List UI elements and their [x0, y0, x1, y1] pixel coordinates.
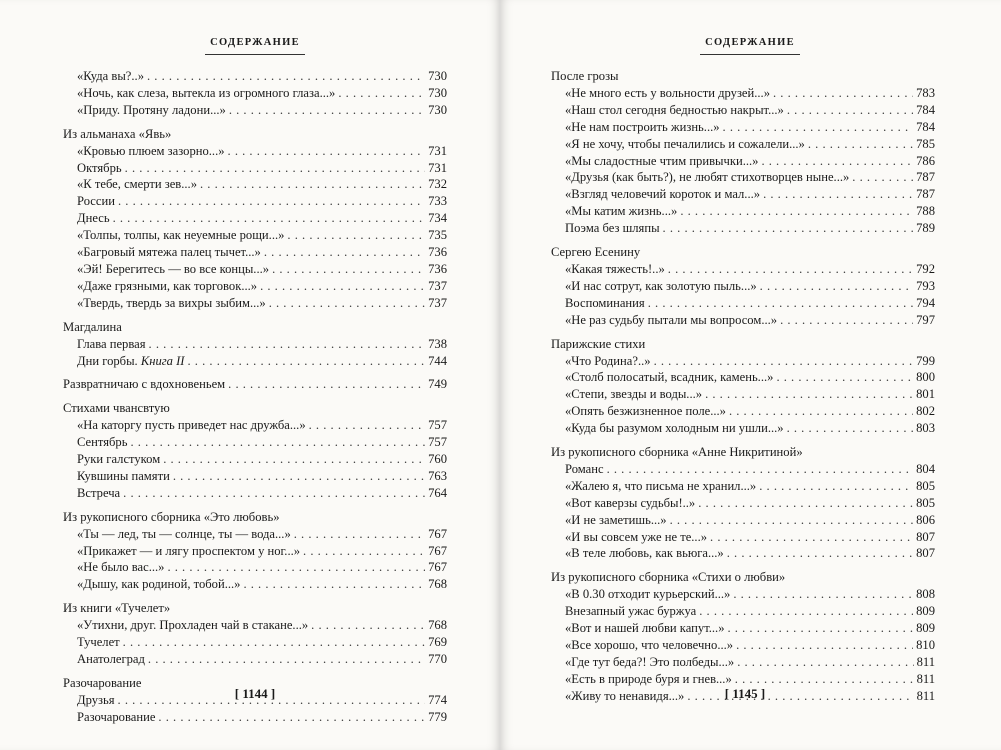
dot-leader [125, 160, 425, 177]
entry-page-number: 805 [916, 478, 935, 493]
toc-entry[interactable] [63, 709, 447, 726]
entry-page-number: 736 [428, 245, 447, 260]
entry-title: «Утихни, друг. Прохладен чай в стакане...» [77, 618, 309, 633]
dot-leader [760, 278, 913, 295]
toc-entry[interactable] [551, 495, 935, 512]
dot-leader [118, 193, 425, 210]
entry-title: «Куда вы?..» [77, 69, 144, 83]
running-head: СОДЕРЖАНИЕ [705, 37, 795, 48]
table-of-contents [63, 68, 447, 726]
entry-page-number: 757 [428, 435, 447, 450]
entry-page-number: 789 [916, 221, 935, 236]
toc-entry[interactable] [551, 278, 935, 295]
toc-entry[interactable] [551, 461, 935, 478]
entry-page-number: 774 [428, 692, 447, 707]
entry-page-number: 735 [428, 228, 447, 243]
toc-section [63, 68, 447, 119]
section-title: Парижские стихи [551, 336, 646, 351]
entry-title: «И не заметишь...» [565, 512, 667, 527]
left-page [0, 0, 500, 750]
entry-title: «Ты — лед, ты — солнце, ты — вода...» [77, 526, 291, 541]
toc-section [551, 569, 935, 704]
entry-page-number: 769 [428, 635, 447, 650]
dot-leader [699, 603, 913, 620]
entry-title: «Твердь, твердь за вихры зыбим...» [77, 295, 266, 310]
toc-entry[interactable] [551, 203, 935, 220]
entry-title: «Мы сладостные чтим привычки...» [565, 153, 759, 168]
entry-title: «Что Родина?..» [565, 353, 651, 368]
entry-page-number: 806 [916, 512, 935, 527]
entry-title: «Опять безжизненное поле...» [565, 404, 726, 419]
dot-leader [728, 620, 914, 637]
toc-entry[interactable] [63, 526, 447, 543]
entry-title: Поэма без шляпы [565, 221, 660, 236]
entry-page-number: 763 [428, 468, 447, 483]
dot-leader [670, 512, 914, 529]
entry-page-number: 811 [916, 671, 935, 686]
entry-title: «Вот и нашей любви капут...» [565, 621, 725, 636]
entry-page-number: 767 [428, 543, 447, 558]
toc-entry[interactable] [63, 244, 447, 261]
entry-title: «Толпы, толпы, как неуемные рощи...» [77, 228, 285, 243]
toc-section [63, 509, 447, 594]
toc-entry[interactable] [63, 102, 447, 119]
toc-entry[interactable] [63, 468, 447, 485]
right-page [500, 0, 1001, 750]
entry-page-number: 785 [916, 136, 935, 151]
section-title: Из книги «Тучелет» [63, 601, 171, 616]
entry-title-italic: Книга II [140, 353, 185, 368]
dot-leader [773, 85, 913, 102]
entry-page-number: 811 [916, 688, 935, 703]
entry-title: «Не нам построить жизнь...» [565, 119, 720, 134]
entry-page-number: 731 [428, 160, 447, 175]
entry-title: Развратничаю с вдохновеньем [63, 377, 226, 392]
entry-page-number: 767 [428, 560, 447, 575]
toc-entry[interactable] [63, 210, 447, 227]
page-number: [ 1145 ] [724, 686, 766, 701]
entry-title: Воспоминания [565, 295, 645, 310]
dot-leader [776, 369, 913, 386]
entry-page-number: 787 [916, 170, 935, 185]
entry-page-number: 730 [428, 102, 447, 117]
toc-entry[interactable] [551, 295, 935, 312]
entry-page-number: 770 [428, 652, 447, 666]
page-number: [ 1144 ] [234, 686, 276, 701]
dot-leader [264, 244, 425, 261]
dot-leader [303, 543, 425, 560]
toc-entry[interactable] [63, 278, 447, 295]
entry-title: России [77, 194, 115, 209]
toc-section [63, 400, 447, 501]
dot-leader [269, 295, 425, 312]
dot-leader [163, 451, 425, 468]
entry-page-number: 749 [428, 377, 447, 392]
entry-page-number: 809 [916, 621, 935, 636]
toc-section [551, 68, 935, 237]
dot-leader [123, 634, 425, 651]
toc-entry[interactable] [551, 478, 935, 495]
entry-page-number: 757 [428, 418, 447, 433]
entry-title: Встреча [77, 485, 121, 500]
dot-leader [729, 403, 913, 420]
entry-title: Дни горбы. Книга II [77, 353, 185, 368]
dot-leader [148, 651, 425, 668]
toc-entry[interactable] [551, 386, 935, 403]
entry-title: «Кровью плюем зазорно...» [77, 143, 225, 158]
entry-page-number: 787 [916, 187, 935, 202]
toc-entry[interactable] [551, 312, 935, 329]
dot-leader [607, 461, 914, 478]
toc-entry[interactable] [551, 403, 935, 420]
entry-page-number: 764 [428, 485, 447, 500]
entry-title: «Вот каверзы судьбы!..» [565, 495, 696, 510]
running-head: СОДЕРЖАНИЕ [210, 37, 300, 48]
toc-entry[interactable] [551, 186, 935, 203]
entry-page-number: 786 [916, 153, 935, 168]
toc-entry[interactable] [63, 68, 447, 85]
head-rule [205, 54, 305, 55]
toc-entry[interactable] [63, 193, 447, 210]
entry-title: «В теле любовь, как вьюга...» [565, 546, 724, 561]
entry-page-number: 792 [916, 261, 935, 276]
toc-entry[interactable] [551, 102, 935, 119]
entry-page-number: 784 [916, 119, 935, 134]
dot-leader [648, 295, 913, 312]
toc-entry[interactable] [63, 543, 447, 560]
entry-page-number: 730 [428, 69, 447, 83]
toc-entry[interactable] [551, 369, 935, 386]
dot-leader [654, 353, 914, 370]
dot-leader [723, 119, 914, 136]
toc-entry[interactable] [63, 617, 447, 634]
entry-page-number: 783 [916, 85, 935, 100]
toc-entry[interactable] [551, 603, 935, 620]
entry-title: «Жалею я, что письма не хранил...» [565, 478, 757, 493]
dot-leader [736, 637, 913, 654]
toc-section [551, 444, 935, 562]
entry-title: «И нас сотрут, как золотую пыль...» [565, 278, 757, 293]
dot-leader [147, 68, 425, 85]
entry-page-number: 737 [428, 278, 447, 293]
table-of-contents [551, 68, 935, 705]
entry-page-number: 734 [428, 211, 447, 226]
entry-page-number: 807 [916, 529, 935, 544]
dot-leader [787, 102, 913, 119]
toc-entry[interactable] [551, 169, 935, 186]
entry-title: Разочарование [77, 709, 156, 724]
toc-entry[interactable] [63, 143, 447, 160]
entry-page-number: 738 [428, 336, 447, 351]
entry-title: «Ночь, как слеза, вытекла из огромного глаза...» [77, 85, 336, 100]
toc-section [63, 376, 447, 393]
toc-entry[interactable] [63, 376, 447, 393]
entry-page-number: 800 [916, 370, 935, 385]
entry-page-number: 807 [916, 546, 935, 561]
entry-title: «Степи, звезды и воды...» [565, 387, 703, 402]
toc-entry[interactable] [551, 620, 935, 637]
entry-title: Друзья [77, 692, 115, 707]
dot-leader [733, 586, 913, 603]
entry-title: «Живу то ненавидя...» [565, 688, 685, 703]
entry-page-number: 809 [916, 604, 935, 619]
entry-title: «И вы совсем уже не те...» [565, 529, 708, 544]
dot-leader [852, 169, 913, 186]
entry-title: «Эй! Берегитесь — во все концы...» [77, 261, 270, 276]
dot-leader [294, 526, 425, 543]
entry-title: «Не раз судьбу пытали мы вопросом...» [565, 312, 778, 327]
entry-title: «Я не хочу, чтобы печалились и сожалели...» [565, 136, 805, 151]
toc-section [63, 600, 447, 668]
toc-entry[interactable] [551, 420, 935, 437]
dot-leader [229, 102, 425, 119]
entry-title: «Столб полосатый, всадник, камень...» [565, 370, 774, 385]
dot-leader [272, 261, 425, 278]
entry-page-number: 802 [916, 404, 935, 419]
toc-entry[interactable] [63, 576, 447, 593]
entry-title: «Приду. Протяну ладони...» [77, 102, 226, 117]
entry-title: «Какая тяжесть!..» [565, 261, 665, 276]
dot-leader [761, 153, 913, 170]
toc-entry[interactable] [63, 651, 447, 668]
entry-title: «Взгляд человечий короток и мал...» [565, 187, 761, 202]
entry-title: «К тебе, смерти зев...» [77, 177, 197, 192]
entry-page-number: 801 [916, 387, 935, 402]
entry-title: «Багровый мятежа палец тычет...» [77, 245, 261, 260]
entry-page-number: 797 [916, 312, 935, 327]
section-title: Сергею Есенину [551, 245, 641, 260]
toc-entry[interactable] [63, 295, 447, 312]
toc-entry[interactable] [551, 654, 935, 671]
entry-title: «Прикажет — и лягу проспектом у ног...» [77, 543, 301, 558]
head-rule [700, 54, 800, 55]
dot-leader [173, 468, 425, 485]
entry-title: «Куда бы разумом холодным ни ушли...» [565, 421, 784, 436]
toc-entry[interactable] [63, 261, 447, 278]
toc-entry[interactable] [551, 220, 935, 237]
section-title: Из рукописного сборника «Стихи о любви» [551, 570, 786, 585]
section-title: Разочарование [63, 675, 142, 690]
toc-entry[interactable] [63, 85, 447, 102]
entry-page-number: 810 [916, 638, 935, 652]
entry-title: Руки галстуком [77, 452, 161, 467]
dot-leader [243, 576, 425, 593]
toc-entry[interactable] [63, 634, 447, 651]
entry-title: Тучелет [77, 635, 120, 650]
entry-title: Внезапный ужас буржуа [565, 604, 697, 619]
section-title: Из рукописного сборника «Это любовь» [63, 509, 280, 524]
dot-leader [260, 278, 425, 295]
section-title: Из альманаха «Явь» [63, 126, 172, 141]
toc-section [551, 336, 935, 437]
section-title: Из рукописного сборника «Анне Никритиной» [551, 445, 803, 460]
entry-page-number: 768 [428, 618, 447, 633]
entry-page-number: 784 [916, 102, 935, 117]
entry-page-number: 811 [916, 654, 935, 669]
entry-title: «Друзья (как быть?), не любят стихотворцев ныне...» [565, 170, 850, 185]
toc-entry[interactable] [63, 559, 447, 576]
entry-page-number: 731 [428, 143, 447, 158]
toc-entry[interactable] [551, 119, 935, 136]
entry-title: Кувшины памяти [77, 468, 170, 483]
dot-leader [705, 386, 913, 403]
entry-page-number: 730 [428, 85, 447, 100]
entry-title: «Где тут беда?! Это полбеды...» [565, 654, 735, 669]
toc-entry[interactable] [551, 136, 935, 153]
entry-title: Романс [565, 461, 604, 476]
toc-section [63, 319, 447, 370]
entry-page-number: 794 [916, 295, 935, 310]
toc-entry[interactable] [551, 586, 935, 603]
toc-entry[interactable] [63, 336, 447, 353]
dot-leader [311, 617, 425, 634]
entry-page-number: 799 [916, 353, 935, 368]
entry-page-number: 760 [428, 452, 447, 467]
entry-page-number: 808 [916, 587, 935, 602]
entry-title: Октябрь [77, 160, 122, 175]
dot-leader [287, 227, 425, 244]
entry-page-number: 737 [428, 295, 447, 310]
section-title: После грозы [551, 69, 619, 83]
dot-leader [130, 434, 425, 451]
toc-entry[interactable] [63, 353, 447, 370]
dot-leader [737, 654, 913, 671]
dot-leader [710, 529, 913, 546]
toc-entry[interactable] [63, 485, 447, 502]
entry-title: «Мы катим жизнь...» [565, 204, 678, 219]
toc-entry[interactable] [551, 512, 935, 529]
dot-leader [338, 85, 425, 102]
entry-title: «Не много есть у вольности друзей...» [565, 85, 770, 100]
dot-leader [309, 417, 425, 434]
entry-page-number: 767 [428, 526, 447, 541]
toc-entry[interactable] [551, 353, 935, 370]
section-title: Стихами чвансвтую [63, 401, 170, 416]
toc-entry[interactable] [63, 227, 447, 244]
entry-page-number: 804 [916, 461, 935, 476]
entry-title: «На каторгу пусть приведет нас дружба...» [77, 418, 306, 433]
entry-title: Анатолеград [77, 652, 145, 666]
dot-leader [763, 186, 913, 203]
entry-page-number: 779 [428, 709, 447, 724]
toc-entry[interactable] [551, 545, 935, 562]
toc-entry[interactable] [551, 529, 935, 546]
toc-entry[interactable] [63, 451, 447, 468]
entry-page-number: 732 [428, 177, 447, 192]
section-title: Магдалина [63, 319, 122, 334]
entry-title: «Дышу, как родиной, тобой...» [77, 577, 241, 592]
dot-leader [228, 376, 425, 393]
dot-leader [759, 478, 913, 495]
dot-leader [663, 220, 914, 237]
dot-leader [123, 485, 425, 502]
entry-title: «В 0.30 отходит курьерский...» [565, 587, 731, 602]
toc-section [63, 126, 447, 312]
dot-leader [158, 709, 425, 726]
toc-entry[interactable] [551, 637, 935, 654]
entry-title: Днесь [77, 211, 110, 226]
entry-page-number: 803 [916, 421, 935, 436]
entry-page-number: 736 [428, 261, 447, 276]
toc-entry[interactable] [63, 417, 447, 434]
dot-leader [808, 136, 913, 153]
entry-page-number: 768 [428, 577, 447, 592]
toc-entry[interactable] [63, 160, 447, 177]
dot-leader [188, 353, 426, 370]
entry-title: Глава первая [77, 336, 146, 351]
toc-entry[interactable] [551, 85, 935, 102]
dot-leader [228, 143, 426, 160]
toc-section [551, 244, 935, 329]
entry-title: «Все хорошо, что человечно...» [565, 638, 734, 652]
entry-page-number: 793 [916, 278, 935, 293]
entry-page-number: 744 [428, 353, 447, 368]
entry-title: «Не было вас...» [77, 560, 165, 575]
dot-leader [668, 261, 913, 278]
toc-entry[interactable] [63, 434, 447, 451]
dot-leader [167, 559, 425, 576]
dot-leader [698, 495, 913, 512]
entry-page-number: 788 [916, 204, 935, 219]
entry-page-number: 805 [916, 495, 935, 510]
entry-title: «Есть в природе буря и гнев...» [565, 671, 732, 686]
dot-leader [113, 210, 426, 227]
dot-leader [680, 203, 913, 220]
entry-page-number: 733 [428, 194, 447, 209]
toc-entry[interactable] [551, 261, 935, 278]
entry-title: «Даже грязными, как торговок...» [77, 278, 258, 293]
dot-leader [200, 176, 425, 193]
entry-title: «Наш стол сегодня бедностью накрыт...» [565, 102, 784, 117]
dot-leader [787, 420, 914, 437]
dot-leader [149, 336, 426, 353]
dot-leader [780, 312, 913, 329]
dot-leader [727, 545, 913, 562]
toc-entry[interactable] [63, 176, 447, 193]
toc-entry[interactable] [551, 153, 935, 170]
entry-title: Сентябрь [77, 435, 128, 450]
